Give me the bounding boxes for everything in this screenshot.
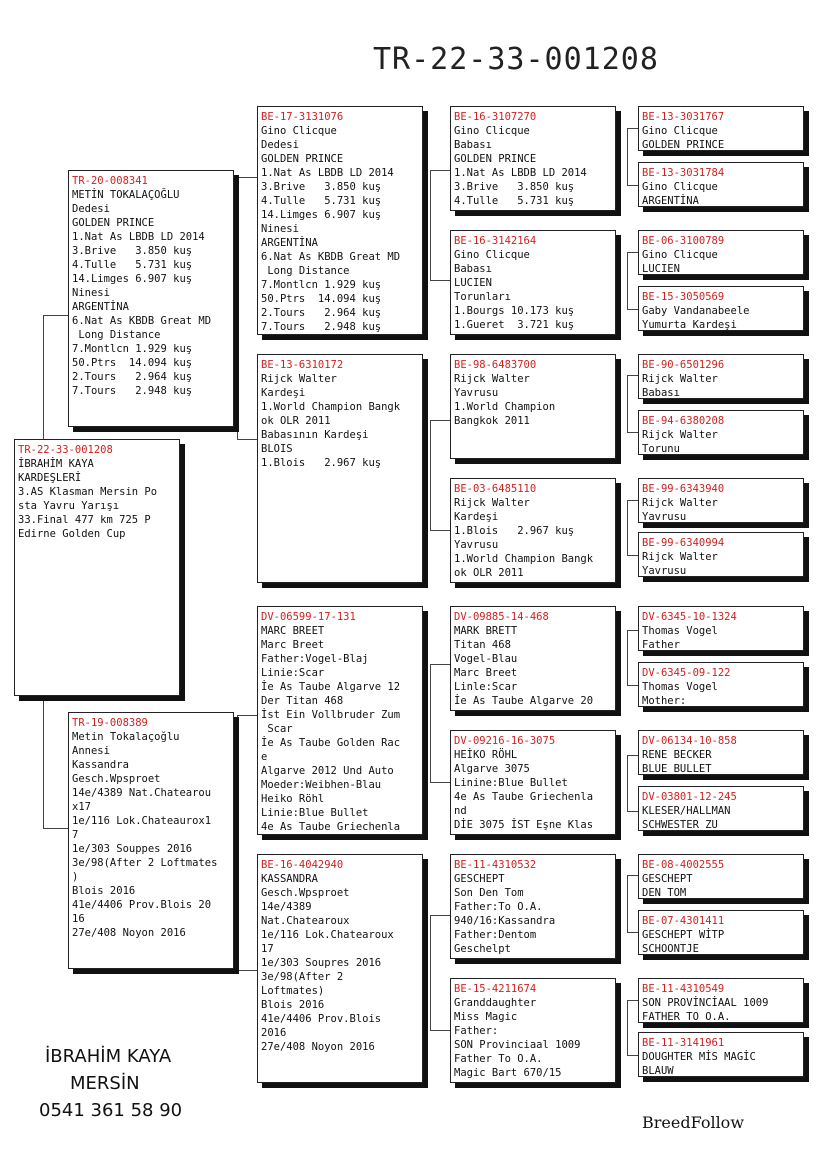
pigeon-info-line: Thomas Vogel [642,625,718,637]
pigeon-card-gen3-6 [450,730,616,835]
pigeon-info-line: 2.Tours 2.964 kuş [261,307,382,319]
pigeon-info-line: 3e/98(After 2 [261,971,344,983]
owner-phone: 0541 361 58 90 [39,1100,183,1121]
pigeon-info-line: Gino Clicque [454,249,530,261]
ring-number: BE-08-4002555 [642,859,725,871]
pedigree-title: TR-22-33-001208 [373,42,659,77]
pigeon-info-line: ok OLR 2011 [261,415,331,427]
pigeon-info-line: Rijck Walter [642,497,718,509]
pigeon-info-line: Yavrusu [454,539,499,551]
pigeon-info-line: 3.Brive 3.850 kuş [72,245,193,257]
pigeon-info-line: SCHWESTER ZU [642,819,718,831]
pigeon-card-gen4-5 [638,354,804,399]
pigeon-info-line: Nat.Chatearoux [261,915,350,927]
pigeon-info-line: Gino Clicque [642,181,718,193]
pigeon-card-gen4-12 [638,786,804,831]
pigeon-info-line: 27e/408 Noyon 2016 [72,927,186,939]
owner-name: İBRAHİM KAYA [45,1046,172,1067]
pigeon-info-line: Linine:Blue Bullet [454,777,568,789]
pigeon-card-gen4-3 [638,230,804,275]
pigeon-card-gen4-9 [638,606,804,651]
pigeon-info-line: SCHOONTJE [642,943,699,955]
pigeon-card-gen3-2 [450,230,616,335]
pigeon-info-line: Rijck Walter [642,429,718,441]
pigeon-info-line: GOLDEN PRINCE [454,153,537,165]
pigeon-info-line: Yumurta Kardeşi [642,319,737,331]
ring-number: BE-06-3100789 [642,235,725,247]
pigeon-info-line: ARGENTİNA [72,301,129,313]
pigeon-info-line: Linie:Scar [261,667,325,679]
pigeon-info-line: Blois 2016 [72,885,136,897]
ring-number: BE-16-3142164 [454,235,537,247]
pigeon-info-line: 7.Montlcn 1.929 kuş [72,343,193,355]
pigeon-info-line: 17 [261,943,274,955]
pigeon-info-line: 14e/4389 [261,901,312,913]
pigeon-card-subject [14,439,180,696]
pigeon-info-line: Father: [454,1025,499,1037]
pigeon-card-gen4-16 [638,1032,804,1077]
pigeon-info-line: 6.Nat As KBDB Great MD [261,251,401,263]
pigeon-info-line: BLOIS [261,443,293,455]
pigeon-info-line: 7.Montlcn 1.929 kuş [261,279,382,291]
pigeon-info-line: 4e As Taube Griechenla [454,791,594,803]
pigeon-card-gen4-14 [638,910,804,955]
pigeon-info-line: 3.Brive 3.850 kuş [454,181,575,193]
pigeon-info-line: ) [72,871,79,883]
pigeon-info-line: 7.Tours 2.948 kuş [261,321,382,333]
pigeon-info-line: 1.Nat As LBDB LD 2014 [454,167,587,179]
pigeon-info-line: 14e/4389 Nat.Chatearou [72,787,212,799]
pigeon-info-line: Loftmates) [261,985,325,997]
ring-number: DV-06134-10-858 [642,735,737,747]
pigeon-info-line: 50.Ptrs 14.094 kuş [261,293,382,305]
pigeon-info-line: Moeder:Weibhen-Blau [261,779,382,791]
pigeon-card-gen3-3 [450,354,616,459]
pigeon-card-gen4-15 [638,978,804,1023]
pigeon-info-line: KASSANDRA [261,873,318,885]
pigeon-card-sire [68,170,234,427]
pigeon-info-line: Titan 468 [454,639,511,651]
pigeon-info-line: BLUE BULLET [642,763,712,775]
pigeon-info-line: Geschelpt [454,943,511,955]
pigeon-info-line: Edirne Golden Cup [18,528,126,540]
pigeon-info-line: 4.Tulle 5.731 kuş [72,259,193,271]
pigeon-info-line: GOLDEN PRINCE [72,217,155,229]
pigeon-info-line: DOUGHTER MİS MAGİC [642,1051,756,1063]
pigeon-info-line: 4.Tulle 5.731 kuş [454,195,575,207]
pigeon-info-line: İe As Taube Golden Rac [261,737,401,749]
owner-city: MERSİN [70,1073,140,1094]
pigeon-info-line: 1e/116 Lok.Chatearoux [261,929,394,941]
pigeon-info-line: 4.Tulle 5.731 kuş [261,195,382,207]
pigeon-info-line: 2016 [261,1027,287,1039]
pigeon-card-gen3-1 [450,106,616,211]
pigeon-info-line: 33.Final 477 km 725 P [18,514,151,526]
pigeon-info-line: 3e/98(After 2 Loftmates [72,857,218,869]
pigeon-info-line: Ninesi [261,223,299,235]
pigeon-info-line: Rijck Walter [454,373,530,385]
pigeon-info-line: 1.Nat As LBDB LD 2014 [261,167,394,179]
pigeon-info-line: 50.Ptrs 14.094 kuş [72,357,193,369]
pigeon-info-line: Thomas Vogel [642,681,718,693]
pigeon-info-line: Gino Clicque [454,125,530,137]
pigeon-card-gen4-2 [638,162,804,207]
pigeon-info-line: Gino Clicque [261,125,337,137]
pigeon-info-line: 4e As Taube Griechenla [261,821,401,833]
pigeon-card-gen4-1 [638,106,804,151]
pigeon-info-line: 1.Blois 2.967 kuş [261,457,382,469]
pigeon-info-line: DİE 3075 İST Eşne Klas [454,819,594,831]
pigeon-info-line: sta Yavru Yarışı [18,500,120,512]
pigeon-info-line: İe As Taube Algarve 12 [261,681,401,693]
pigeon-info-line: Babası [454,263,492,275]
pigeon-info-line: İe As Taube Algarve 20 [454,695,594,707]
pigeon-info-line: 41e/4406 Prov.Blois [261,1013,382,1025]
pigeon-info-line: Babası [454,139,492,151]
ring-number: BE-13-3031767 [642,111,725,123]
pigeon-info-line: Heiko Röhl [261,793,325,805]
pigeon-info-line: 2.Tours 2.964 kuş [72,371,193,383]
pigeon-card-dam [68,712,234,969]
pigeon-info-line: 1.World Champion Bangk [261,401,401,413]
ring-number: DV-09885-14-468 [454,611,549,623]
pigeon-info-line: Algarve 3075 [454,763,530,775]
ring-number: DV-03801-12-245 [642,791,737,803]
pigeon-info-line: Scar [261,723,293,735]
pigeon-info-line: 7.Tours 2.948 kuş [72,385,193,397]
pigeon-card-grandsire-2 [257,606,423,835]
ring-number: DV-09216-16-3075 [454,735,556,747]
pigeon-info-line: Father:Dentom [454,929,537,941]
pigeon-card-gen3-7 [450,854,616,959]
pigeon-info-line: 1.Gueret 3.721 kuş [454,319,575,331]
pigeon-info-line: Magic Bart 670/15 [454,1067,562,1079]
pigeon-info-line: 3.AS Klasman Mersin Po [18,486,158,498]
pigeon-card-grandsire-1 [257,106,423,335]
ring-number: BE-07-4301411 [642,915,725,927]
pigeon-info-line: 1.World Champion Bangk [454,553,594,565]
ring-number: BE-94-6380208 [642,415,725,427]
pigeon-info-line: Yavrusu [454,387,499,399]
pigeon-info-line: SON PROVİNCİAAL 1009 [642,997,769,1009]
pigeon-info-line: Bangkok 2011 [454,415,530,427]
pigeon-info-line: 1.Bourgs 10.173 kuş [454,305,575,317]
ring-number: BE-90-6501296 [642,359,725,371]
ring-number: BE-11-3141961 [642,1037,725,1049]
pigeon-info-line: Ninesi [72,287,110,299]
pigeon-info-line: Linle:Scar [454,681,518,693]
ring-number: TR-19-008389 [72,717,148,729]
pigeon-info-line: 27e/408 Noyon 2016 [261,1041,375,1053]
pigeon-info-line: Der Titan 468 [261,695,344,707]
pigeon-info-line: Marc Breet [261,639,325,651]
pigeon-info-line: Rijck Walter [642,551,718,563]
pigeon-info-line: Mother: [642,695,687,707]
pigeon-info-line: Blois 2016 [261,999,325,1011]
pigeon-info-line: Dedesi [72,203,110,215]
pigeon-info-line: GOLDEN PRINCE [261,153,344,165]
pigeon-info-line: Algarve 2012 Und Auto [261,765,394,777]
pigeon-info-line: Kardeşi [261,387,306,399]
pigeon-info-line: HEİKO RÖHL [454,749,518,761]
pigeon-info-line: Father To O.A. [454,1053,543,1065]
pigeon-info-line: 41e/4406 Prov.Blois 20 [72,899,212,911]
pigeon-info-line: Father:Vogel-Blaj [261,653,369,665]
pigeon-info-line: Annesi [72,745,110,757]
pigeon-info-line: Torunu [642,443,680,455]
pigeon-info-line: LUCIEN [642,263,680,275]
pigeon-info-line: Kassandra [72,759,129,771]
pigeon-info-line: Gesch.Wpsproet [261,887,350,899]
pigeon-info-line: ARGENTİNA [261,237,318,249]
pigeon-info-line: KARDEŞLERİ [18,472,82,484]
pigeon-info-line: x17 [72,801,91,813]
ring-number: TR-22-33-001208 [18,444,113,456]
pigeon-info-line: 1e/116 Lok.Chateaurox1 [72,815,212,827]
ring-number: BE-98-6483700 [454,359,537,371]
pigeon-info-line: SON Provinciaal 1009 [454,1039,581,1051]
brand-logo-text: BreedFollow [642,1113,745,1132]
pigeon-info-line: Father:To O.A. [454,901,543,913]
pigeon-info-line: Son Den Tom [454,887,524,899]
pigeon-info-line: 1.Blois 2.967 kuş [454,525,575,537]
pigeon-info-line: Rijck Walter [642,373,718,385]
pigeon-info-line: MARK BRETT [454,625,518,637]
pigeon-info-line: İBRAHİM KAYA [18,458,94,470]
ring-number: BE-15-4211674 [454,983,537,995]
ring-number: BE-03-6485110 [454,483,537,495]
ring-number: DV-06599-17-131 [261,611,356,623]
pigeon-info-line: 7 [72,829,79,841]
pigeon-info-line: 14.Limges 6.907 kuş [72,273,193,285]
ring-number: DV-6345-10-1324 [642,611,737,623]
pigeon-card-gen3-5 [450,606,616,711]
ring-number: BE-11-4310532 [454,859,537,871]
pigeon-info-line: RENE BECKER [642,749,712,761]
pigeon-card-gen4-13 [638,854,804,899]
pigeon-info-line: Babasının Kardeşi [261,429,369,441]
ring-number: BE-11-4310549 [642,983,725,995]
pigeon-info-line: LUCIEN [454,277,492,289]
pigeon-info-line: ok OLR 2011 [454,567,524,579]
pigeon-info-line: 16 [72,913,85,925]
ring-number: TR-20-008341 [72,175,148,187]
pigeon-info-line: GESCHEPT [454,873,505,885]
pigeon-info-line: METİN TOKALAÇOĞLU [72,189,180,201]
pigeon-info-line: BLAUW [642,1065,674,1077]
pigeon-info-line: 14.Limges 6.907 kuş [261,209,382,221]
pigeon-info-line: e [261,751,268,763]
pigeon-info-line: Yavrusu [642,565,687,577]
pigeon-info-line: İst Ein Vollbruder Zum [261,709,401,721]
pigeon-info-line: Long Distance [261,265,350,277]
pigeon-card-gen3-4 [450,478,616,583]
ring-number: BE-17-3131076 [261,111,344,123]
ring-number: BE-16-4042940 [261,859,344,871]
pigeon-info-line: Gino Clicque [642,249,718,261]
ring-number: BE-99-6343940 [642,483,725,495]
pigeon-info-line: KLESER/HALLMAN [642,805,731,817]
pigeon-info-line: ARGENTİNA [642,195,699,207]
pigeon-info-line: Miss Magic [454,1011,518,1023]
pigeon-card-gen4-4 [638,286,804,331]
pigeon-info-line: Metin Tokalaçoğlu [72,731,180,743]
pigeon-info-line: 940/16:Kassandra [454,915,556,927]
pigeon-info-line: 6.Nat As KBDB Great MD [72,315,212,327]
pigeon-info-line: Babası [642,387,680,399]
pigeon-info-line: FATHER TO O.A. [642,1011,731,1023]
pigeon-info-line: Father [642,639,680,651]
pigeon-info-line: 3.Brive 3.850 kuş [261,181,382,193]
pigeon-info-line: Marc Breet [454,667,518,679]
ring-number: BE-99-6340994 [642,537,725,549]
pigeon-info-line: Long Distance [72,329,161,341]
pigeon-info-line: 1e/303 Soupres 2016 [261,957,382,969]
pigeon-card-gen4-6 [638,410,804,455]
pigeon-info-line: Granddaughter [454,997,537,1009]
pigeon-card-granddam-1 [257,354,423,583]
pigeon-info-line: Kardeşi [454,511,499,523]
pigeon-info-line: Vogel-Blau [454,653,518,665]
pigeon-info-line: 1e/303 Souppes 2016 [72,843,193,855]
pigeon-info-line: MARC BREET [261,625,325,637]
pigeon-card-gen4-10 [638,662,804,707]
pigeon-info-line: Torunları [454,291,511,303]
ring-number: BE-16-3107270 [454,111,537,123]
pigeon-info-line: Gesch.Wpsproet [72,773,161,785]
pigeon-info-line: GOLDEN PRINCE [642,139,725,151]
pigeon-info-line: GESCHEPT [642,873,693,885]
pigeon-info-line: Rijck Walter [454,497,530,509]
pigeon-info-line: 1.Nat As LBDB LD 2014 [72,231,205,243]
pigeon-info-line: DEN TOM [642,887,687,899]
pigeon-card-granddam-2 [257,854,423,1083]
ring-number: BE-15-3050569 [642,291,725,303]
ring-number: BE-13-6310172 [261,359,344,371]
ring-number: BE-13-3031784 [642,167,725,179]
pigeon-info-line: GESCHEPT WİTP [642,929,725,941]
pigeon-info-line: 1.World Champion [454,401,556,413]
pigeon-info-line: Gaby Vandanabeele [642,305,750,317]
pigeon-info-line: Dedesi [261,139,299,151]
pigeon-card-gen3-8 [450,978,616,1083]
pigeon-info-line: Rijck Walter [261,373,337,385]
pigeon-info-line: Yavrusu [642,511,687,523]
pigeon-info-line: Linie:Blue Bullet [261,807,369,819]
pigeon-card-gen4-8 [638,532,804,577]
pigeon-card-gen4-11 [638,730,804,775]
pigeon-info-line: Gino Clicque [642,125,718,137]
pigeon-info-line: nd [454,805,467,817]
pigeon-card-gen4-7 [638,478,804,523]
ring-number: DV-6345-09-122 [642,667,731,679]
